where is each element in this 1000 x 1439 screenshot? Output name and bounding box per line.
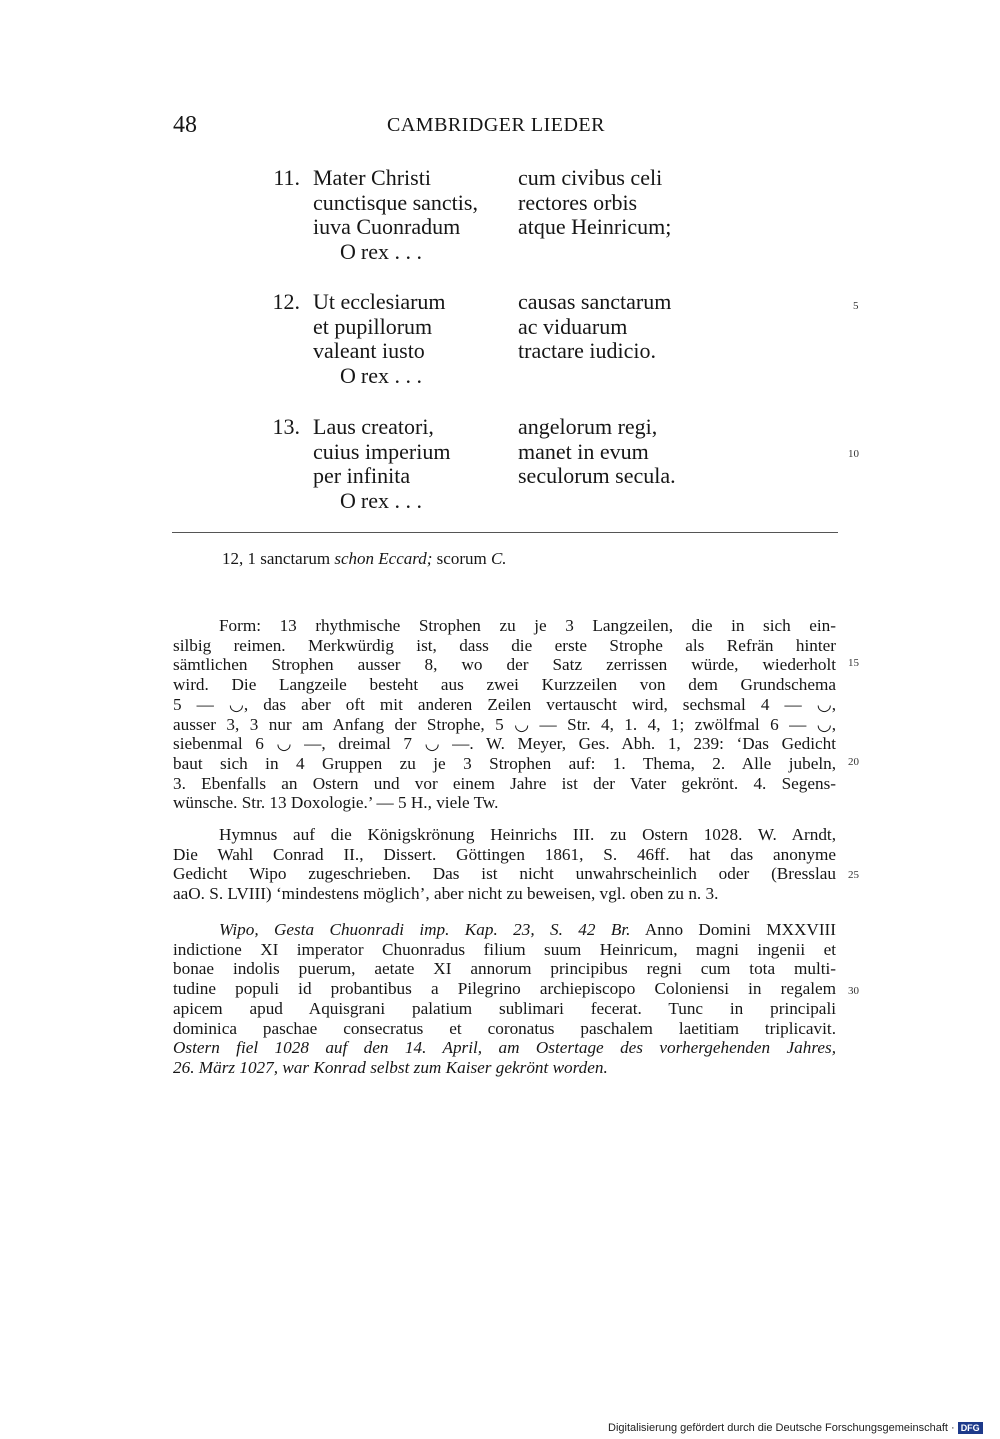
text-line: Ostern fiel 1028 auf den 14. April, am Ostertage des vorhergehenden Jahres, bbox=[173, 1038, 836, 1058]
stanza-col-b bbox=[518, 415, 676, 489]
text-line: siebenmal 6 ◡ —, dreimal 7 ◡ —. W. Meyer, Ges. Abh. 1, 239: ‘Das Gedicht bbox=[173, 734, 836, 754]
verse-line: Ut ecclesiarum bbox=[313, 289, 446, 314]
verse-line: cum civibus celi bbox=[518, 165, 663, 190]
verse-line: causas sanctarum bbox=[518, 289, 672, 314]
line-number-5: 5 bbox=[853, 300, 859, 312]
text-line: dominica paschae consecratus et coronatus paschalem laetitiam triplicavit. bbox=[173, 1018, 836, 1038]
line-number-20: 20 bbox=[848, 756, 859, 768]
commentary-hymnus bbox=[173, 825, 836, 904]
credit-text: Digitalisierung gefördert durch die Deutsche Forschungsgemeinschaft · bbox=[608, 1422, 955, 1434]
text-line bbox=[173, 920, 836, 940]
text-line: 3. Ebenfalls an Ostern und vor einem Jahre ist der Vater gekrönt. 4. Segens- bbox=[173, 773, 836, 793]
text-line: silbig reimen. Merkwürdig ist, dass die erste Strophe als Refrän hinter bbox=[173, 635, 836, 655]
text-line: tudine populi id probantibus a Pilegrino archiepiscopo Coloniensi in regalem bbox=[173, 979, 836, 999]
refrain bbox=[313, 364, 446, 389]
commentary-wipo bbox=[173, 920, 836, 1078]
verse-line: tractare iudicio. bbox=[518, 338, 657, 363]
text-line: wünsche. Str. 13 Doxologie.’ — 5 H., viele Tw. bbox=[173, 793, 499, 813]
text-line: bonae indolis puerum, aetate XI annorum principibus regni cum tota multi- bbox=[173, 959, 836, 979]
line-number-10: 10 bbox=[848, 448, 859, 460]
apparatus-note bbox=[222, 549, 507, 569]
apparatus-witness-b: C. bbox=[490, 549, 507, 568]
text-line: wird. Die Langzeile besteht aus zwei Kurzzeilen von dem Grundschema bbox=[173, 675, 836, 695]
refrain-o: O bbox=[340, 362, 356, 388]
verse-line: iuva Cuonradum bbox=[313, 214, 461, 239]
text-line: aaO. S. LVIII) ‘mindestens möglich’, aber nicht zu beweisen, vgl. oben zu n. 3. bbox=[173, 884, 719, 904]
wipo-quote-start: Anno Domini MXXVIII bbox=[644, 920, 836, 939]
apparatus-witness-a: schon Eccard; bbox=[334, 549, 433, 568]
text-line: Form: 13 rhythmische Strophen zu je 3 Langzeilen, die in sich ein- bbox=[219, 616, 836, 635]
page-number: 48 bbox=[173, 112, 197, 138]
verse-line: cuius imperium bbox=[313, 438, 451, 464]
digitization-credit bbox=[608, 1422, 983, 1434]
apparatus-rule bbox=[172, 532, 838, 533]
stanza-col-a bbox=[313, 415, 450, 513]
text-line: indictione XI imperator Chuonradus filium suum Heinricum, magni ingenii et bbox=[173, 939, 836, 959]
refrain-o: O bbox=[340, 487, 356, 513]
text-line: apicem apud Aquisgrani palatium sublimari fecerat. Tunc in principali bbox=[173, 998, 836, 1018]
text-line: sämtlichen Strophen ausser 8, wo der Satz zerrissen würde, wiederholt bbox=[173, 655, 836, 675]
verse-line: et pupillorum bbox=[313, 313, 433, 339]
stanza-number: 12. bbox=[272, 289, 300, 314]
line-number-25: 25 bbox=[848, 869, 859, 881]
verse-line: seculorum secula. bbox=[518, 463, 676, 488]
text-line: Gedicht Wipo zugeschrieben. Das ist nicht unwahrscheinlich oder (Bresslau bbox=[173, 864, 836, 884]
text-line: 26. März 1027, war Konrad selbst zum Kaiser gekrönt worden. bbox=[173, 1057, 608, 1077]
refrain-rex: rex . . . bbox=[360, 487, 422, 513]
stanza-col-a bbox=[313, 166, 478, 264]
apparatus-ref: 12, 1 bbox=[222, 549, 256, 568]
apparatus-reading: sanctarum bbox=[260, 549, 331, 568]
text-line: ausser 3, 3 nur am Anfang der Strophe, 5 ◡ — Str. 4, 1. 4, 1; zwölfmal 6 — ◡, bbox=[173, 714, 836, 734]
dfg-logo: DFG bbox=[958, 1422, 983, 1434]
verse-line: cunctisque sanctis, bbox=[313, 189, 478, 215]
wipo-source: Wipo, Gesta Chuonradi imp. Kap. 23, S. 42 Br. bbox=[219, 920, 631, 939]
text-line: baut sich in 4 Gruppen zu je 3 Strophen auf: 1. Thema, 2. Alle jubeln, bbox=[173, 753, 836, 773]
text-line: Hymnus auf die Königskrönung Heinrichs III. zu Ostern 1028. W. Arndt, bbox=[219, 825, 836, 844]
verse-line: Mater Christi bbox=[313, 165, 431, 190]
stanza-col-b bbox=[518, 166, 671, 240]
text-line: 5 — ◡, das aber oft mit anderen Zeilen vertauscht wird, sechsmal 4 — ◡, bbox=[173, 694, 836, 714]
verse-line: per infinita bbox=[313, 463, 411, 488]
refrain bbox=[313, 240, 478, 265]
stanza-col-a bbox=[313, 290, 446, 388]
stanza-number: 11. bbox=[273, 165, 300, 190]
verse-line: rectores orbis bbox=[518, 189, 638, 215]
commentary-form bbox=[173, 616, 836, 813]
apparatus-variant: scorum bbox=[436, 549, 487, 568]
verse-line: angelorum regi, bbox=[518, 414, 658, 439]
line-number-30: 30 bbox=[848, 985, 859, 997]
verse-line: manet in evum bbox=[518, 438, 649, 464]
verse-line: atque Heinricum; bbox=[518, 214, 672, 239]
stanza-number: 13. bbox=[272, 414, 300, 439]
verse-line: valeant iusto bbox=[313, 338, 425, 363]
text-line: Die Wahl Conrad II., Dissert. Göttingen 1861, S. 46ff. hat das anonyme bbox=[173, 844, 836, 864]
refrain-rex: rex . . . bbox=[360, 238, 422, 264]
refrain-rex: rex . . . bbox=[360, 362, 422, 388]
stanza-col-b bbox=[518, 290, 671, 364]
line-number-15: 15 bbox=[848, 657, 859, 669]
running-head: CAMBRIDGER LIEDER bbox=[387, 114, 605, 136]
refrain bbox=[313, 489, 450, 514]
refrain-o: O bbox=[340, 238, 356, 264]
verse-line: Laus creatori, bbox=[313, 414, 434, 439]
verse-line: ac viduarum bbox=[518, 313, 628, 339]
